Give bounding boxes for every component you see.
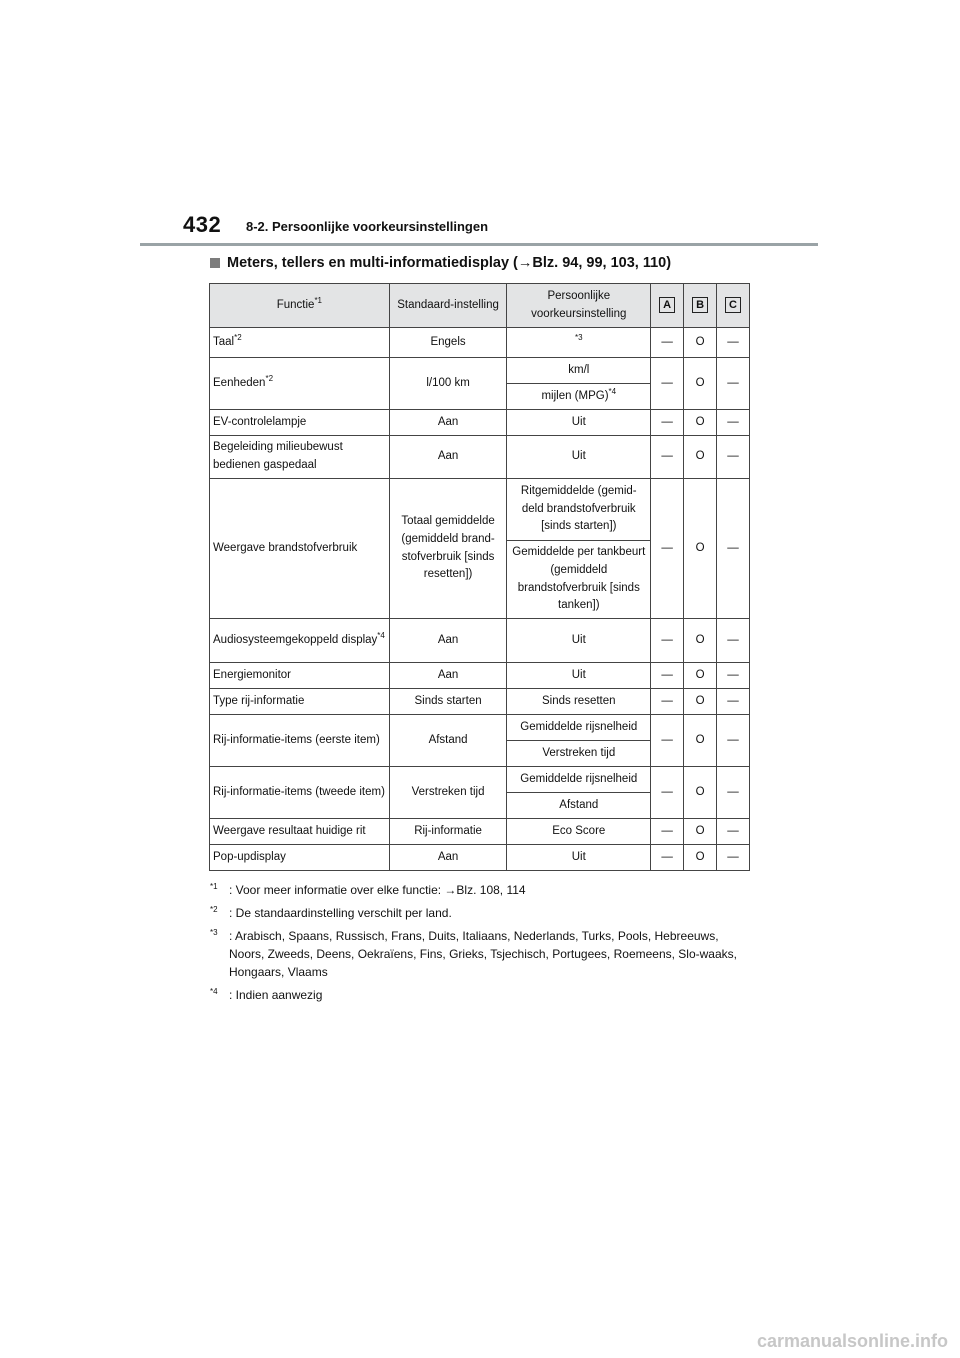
cell-custom: Uit [507,436,651,479]
table-row [210,436,750,479]
cell-c: — [717,436,750,479]
cell-a: — [651,619,684,663]
cell-default: Aan [389,619,507,663]
cell-a: — [651,663,684,689]
table-row [210,845,750,871]
footnote-mark: *4 [210,987,218,996]
table-row [210,328,750,358]
cell-default: Sinds starten [389,689,507,715]
header-c: C [717,284,750,328]
cell-a: — [651,358,684,410]
cell-default: Aan [389,845,507,871]
cell-function: Pop-updisplay [210,845,390,871]
table-row [210,410,750,436]
footnote-text: : De standaardinstelling verschilt per land. [229,906,452,920]
cell-c: — [717,619,750,663]
cell-a: — [651,410,684,436]
cell-default: Aan [389,410,507,436]
cell-default: Afstand [389,715,507,767]
header-b: B [684,284,717,328]
cell-b: O [684,819,717,845]
table-heading [210,255,671,271]
cell-a: — [651,819,684,845]
cell-default: Aan [389,436,507,479]
section-title: 8-2. Persoonlijke voorkeursinstellingen [246,219,489,234]
cell-custom: Eco Score [507,819,651,845]
footnote [210,986,755,1004]
cell-custom: Ritgemiddelde (gemid-deld brandstofverbruik [sinds starten]) [507,479,651,541]
footnote-text: : Indien aanwezig [229,988,323,1002]
page-number: 432 [183,212,222,237]
cell-b: O [684,410,717,436]
table-row [210,663,750,689]
cell-function: Audiosysteemgekoppeld display$^{*4}$ [210,619,390,663]
cell-c: — [717,845,750,871]
cell-a: — [651,689,684,715]
cell-default: Engels [389,328,507,358]
cell-c: — [717,410,750,436]
cell-custom: Uit [507,410,651,436]
square-bullet-icon [210,258,220,268]
footnote [210,881,755,899]
cell-default: Totaal gemiddelde (gemiddeld brand-stofverbruik [sinds resetten]) [389,479,507,619]
table-row [210,479,750,541]
footnote-mark: *1 [210,882,218,891]
cell-function: Energiemonitor [210,663,390,689]
cell-c: — [717,767,750,819]
cell-a: — [651,328,684,358]
cell-function: Type rij-informatie [210,689,390,715]
cell-a: — [651,715,684,767]
footnote [210,904,755,922]
table-row [210,715,750,741]
cell-b: O [684,715,717,767]
cell-function: EV-controlelampje [210,410,390,436]
cell-b: O [684,767,717,819]
cell-c: — [717,328,750,358]
cell-c: — [717,819,750,845]
table-row [210,619,750,663]
cell-b: O [684,663,717,689]
header-default: Standaard-instelling [389,284,507,328]
cell-custom: Gemiddelde rijsnelheid [507,715,651,741]
heading-text: Meters, tellers en multi-informatiedisplay (→Blz. 94, 99, 103, 110) [227,255,672,271]
footnote [210,927,755,981]
cell-custom: km/l [507,358,651,384]
cell-function: Weergave brandstofverbruik [210,479,390,619]
arrow-icon: → [517,255,533,271]
cell-function: Taal$^{*2}$ [210,328,390,358]
cell-function: Rij-informatie-items (eerste item) [210,715,390,767]
cell-c: — [717,715,750,767]
cell-custom: mijlen (MPG)$^{*4}$ [507,384,651,410]
cell-b: O [684,436,717,479]
cell-default: Verstreken tijd [389,767,507,819]
cell-function: Rij-informatie-items (tweede item) [210,767,390,819]
cell-b: O [684,328,717,358]
header-divider [140,243,818,246]
watermark: carmanualsonline.info [756,1331,948,1351]
cell-b: O [684,845,717,871]
cell-a: — [651,479,684,619]
header-a: A [651,284,684,328]
footnote-text: : Arabisch, Spaans, Russisch, Frans, Duits, Italiaans, Nederlands, Turks, Pools, Hebreeuws, Noors, Zweeds, Deens, Oekraïens, Fins, Grieks, Tsjechisch, Portugees, Roemeens, Slo-waaks, Hongaars, Vlaams [229,929,737,979]
cell-custom: Sinds resetten [507,689,651,715]
cell-c: — [717,358,750,410]
cell-c: — [717,663,750,689]
cell-custom: Uit [507,619,651,663]
cell-custom: Uit [507,663,651,689]
cell-custom: Afstand [507,793,651,819]
table-row [210,689,750,715]
table-row [210,358,750,384]
cell-function: Eenheden$^{*2}$ [210,358,390,410]
footnote-mark: *3 [210,928,218,937]
footnote-text: : Voor meer informatie over elke functie: →Blz. 108, 114 [229,883,526,897]
cell-c: — [717,689,750,715]
cell-a: — [651,767,684,819]
cell-default: Rij-informatie [389,819,507,845]
cell-custom: Gemiddelde per tankbeurt (gemiddeld brandstofverbruik [sinds tanken]) [507,541,651,619]
cell-b: O [684,619,717,663]
table-row [210,819,750,845]
header-custom: Persoonlijke voorkeursinstelling [507,284,651,328]
cell-custom: *3 [507,328,651,358]
cell-function: Begeleiding milieubewust bedienen gaspedaal [210,436,390,479]
cell-b: O [684,689,717,715]
cell-custom: Uit [507,845,651,871]
cell-custom: Gemiddelde rijsnelheid [507,767,651,793]
footnotes [210,881,755,1009]
cell-custom: Verstreken tijd [507,741,651,767]
footnote-mark: *2 [210,905,218,914]
cell-a: — [651,845,684,871]
cell-b: O [684,479,717,619]
header-function: Functie$^{*1}$ [210,284,390,328]
cell-default: Aan [389,663,507,689]
table-header-row [210,284,750,328]
table-row [210,767,750,793]
cell-function: Weergave resultaat huidige rit [210,819,390,845]
settings-table [209,283,750,871]
cell-b: O [684,358,717,410]
cell-a: — [651,436,684,479]
cell-default: l/100 km [389,358,507,410]
cell-c: — [717,479,750,619]
